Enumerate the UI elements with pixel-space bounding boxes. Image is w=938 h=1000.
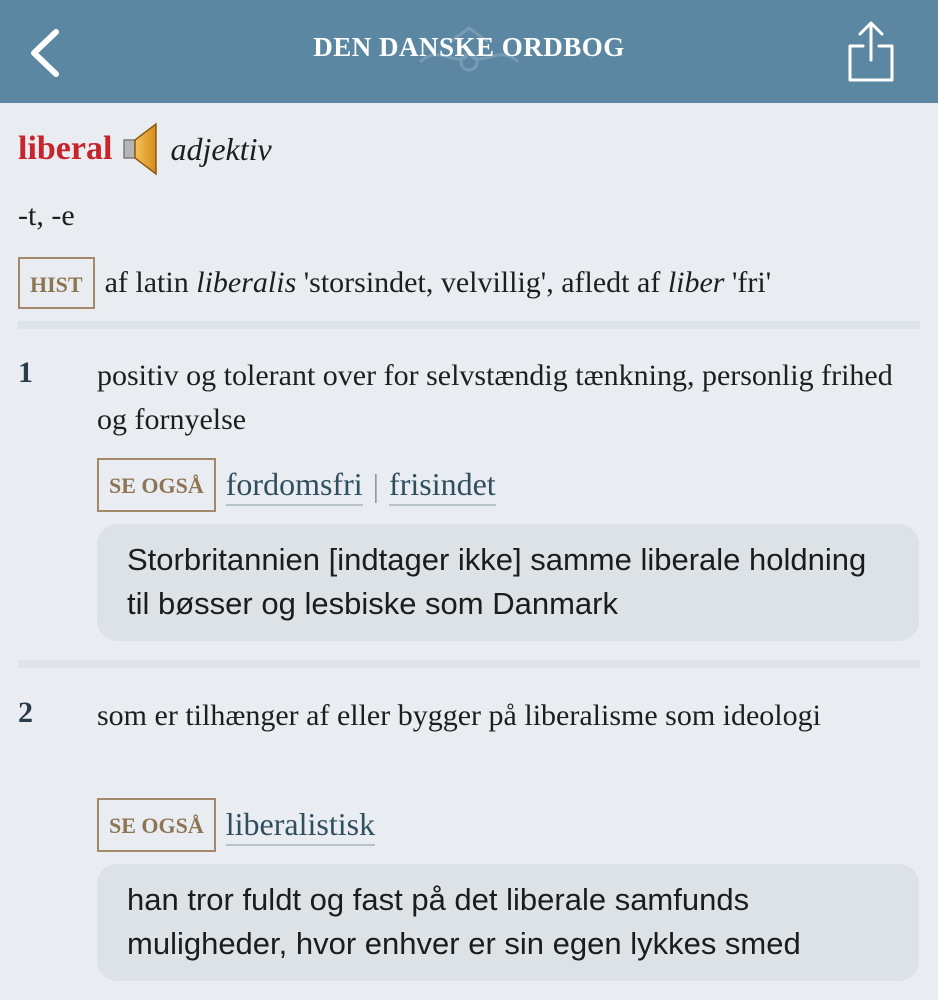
- sense-number: 1: [18, 356, 33, 389]
- see-also-tag: SE OGSÅ: [97, 798, 216, 852]
- see-also-row: [97, 458, 496, 512]
- sense-definition: som er tilhænger af eller bygger på liberalisme som ideologi: [97, 699, 821, 732]
- etymology-part: 'storsindet, velvillig', afledt af: [296, 266, 668, 299]
- divider: [18, 321, 920, 329]
- speaker-icon[interactable]: [122, 121, 162, 177]
- page-title: DEN DANSKE ORDBOG: [313, 32, 625, 62]
- see-also-link-fordomsfri[interactable]: fordomsfri: [226, 464, 363, 506]
- etymology-row: [18, 257, 771, 309]
- etymology-part: 'fri': [724, 266, 772, 299]
- sense-definition: positiv og tolerant over for selvstændig tænkning, personlig frihed og fornyelse: [97, 359, 893, 436]
- app-header: [0, 0, 938, 103]
- etymology-part: liber: [667, 266, 725, 299]
- etymology-text: [105, 266, 772, 300]
- example-box: Storbritannien [indtager ikke] samme liberale holdning til bøsser og lesbiske som Danmark: [97, 524, 919, 641]
- etymology-part: af latin: [104, 266, 197, 299]
- see-also-link-liberalistisk[interactable]: liberalistisk: [226, 804, 375, 846]
- see-also-row: [97, 798, 375, 852]
- hist-tag: HIST: [18, 257, 95, 309]
- sense-number: 2: [18, 696, 33, 729]
- headword: liberal: [18, 130, 113, 167]
- divider: [18, 660, 920, 668]
- part-of-speech: adjektiv: [170, 130, 272, 167]
- see-also-tag: SE OGSÅ: [97, 458, 216, 512]
- share-icon[interactable]: [846, 20, 896, 84]
- see-also-link-frisindet[interactable]: frisindet: [389, 464, 496, 506]
- etymology-part: liberalis: [196, 266, 297, 299]
- headword-row: [18, 121, 272, 177]
- link-separator: |: [372, 466, 380, 503]
- example-box: han tror fuldt og fast på det liberale samfunds muligheder, hvor enhver er sin egen lykkes smed: [97, 864, 919, 981]
- inflection: -t, -e: [18, 199, 75, 232]
